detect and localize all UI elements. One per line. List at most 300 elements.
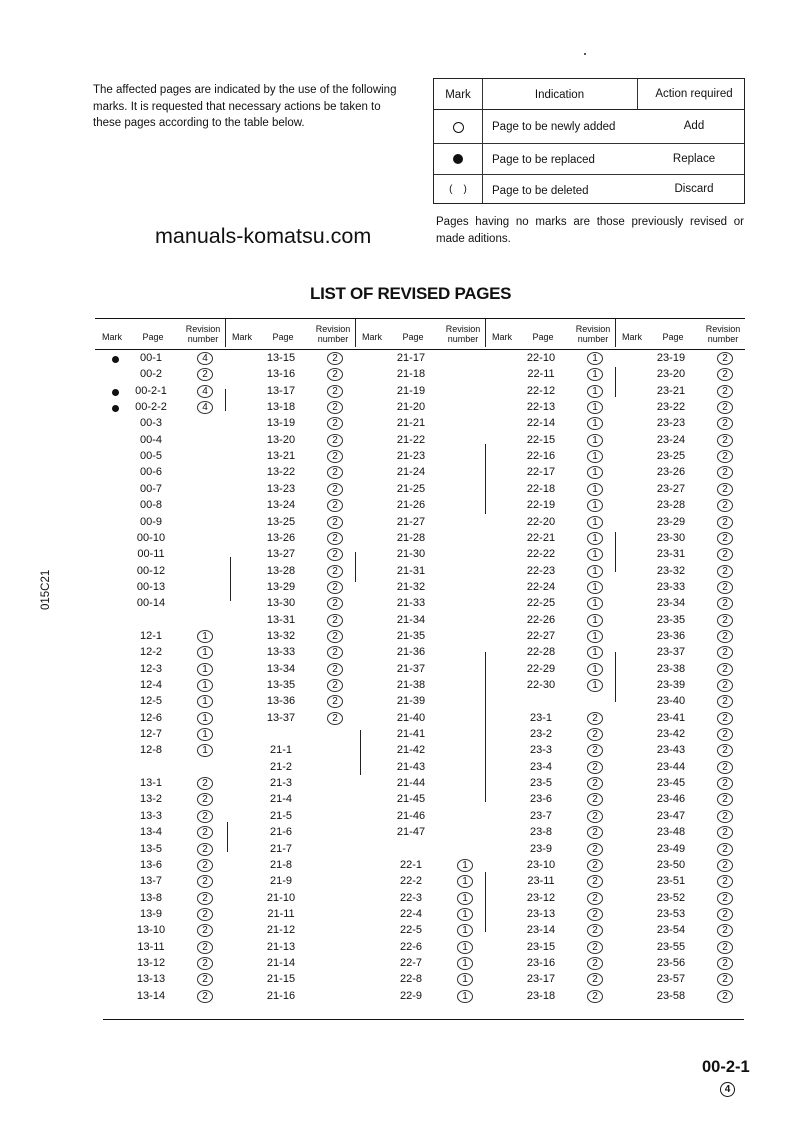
revision-badge: 2 (717, 401, 733, 414)
page-entry: 22-3 (399, 892, 423, 904)
page-entry: 13-27 (266, 548, 296, 560)
page-entry: 21-41 (396, 728, 426, 740)
header-mark: Mark (232, 332, 252, 342)
change-bar (355, 552, 356, 582)
legend-row-add (434, 111, 744, 142)
revision-badge: 2 (717, 908, 733, 921)
revision-badge: 2 (717, 646, 733, 659)
revision-badge: 2 (197, 859, 213, 872)
watermark: manuals-komatsu.com (155, 224, 372, 248)
page-entry: 21-36 (396, 646, 426, 658)
page-entry: 00-5 (139, 450, 163, 462)
page-entry: 00-11 (137, 548, 165, 560)
page-entry: 22-24 (526, 581, 556, 593)
legend-header-indication: Indication (534, 89, 585, 101)
revision-badge: 2 (197, 875, 213, 888)
revision-badge: 2 (717, 663, 733, 676)
revision-badge: 2 (587, 843, 603, 856)
page-entry: 13-23 (266, 483, 296, 495)
page-entry: 22-4 (399, 908, 423, 920)
page-entry: 22-10 (526, 352, 556, 364)
revision-badge: 2 (587, 908, 603, 921)
header-separator (355, 319, 356, 347)
revision-badge: 2 (327, 434, 343, 447)
page-entry: 23-2 (529, 728, 553, 740)
replaced-mark-icon (112, 405, 119, 412)
revision-badge: 2 (717, 630, 733, 643)
revision-badge: 2 (327, 679, 343, 692)
legend-indication: Page to be replaced (492, 154, 595, 166)
page-entry: 22-18 (526, 483, 556, 495)
revision-badge: 2 (327, 532, 343, 545)
page-entry: 23-5 (529, 777, 553, 789)
revision-badge: 2 (717, 859, 733, 872)
page-entry: 21-16 (266, 990, 296, 1002)
revision-badge: 1 (197, 679, 213, 692)
page-entry: 21-34 (396, 614, 426, 626)
page-entry: 23-8 (529, 826, 553, 838)
page-entry: 21-37 (396, 663, 426, 675)
page-entry: 23-44 (656, 761, 686, 773)
page-entry: 00-9 (139, 516, 163, 528)
page-entry: 23-15 (526, 941, 556, 953)
page-entry: 23-32 (656, 565, 686, 577)
page-entry: 13-18 (266, 401, 296, 413)
page-entry: 23-51 (656, 875, 686, 887)
page-entry: 22-21 (526, 532, 556, 544)
revision-badge: 2 (327, 352, 343, 365)
legend-header (434, 79, 744, 110)
revision-badge: 1 (587, 646, 603, 659)
revision-badge: 1 (197, 728, 213, 741)
revision-badge: 2 (327, 516, 343, 529)
page-entry: 22-13 (526, 401, 556, 413)
page-entry: 21-15 (266, 973, 296, 985)
page-entry: 23-52 (656, 892, 686, 904)
page-entry: 21-4 (269, 793, 293, 805)
page-entry: 21-1 (269, 744, 293, 756)
page-revision-badge: 4 (720, 1082, 735, 1097)
page-entry: 23-41 (656, 712, 686, 724)
revision-badge: 1 (587, 483, 603, 496)
revision-badge: 2 (327, 630, 343, 643)
legend-table (433, 78, 745, 204)
header-page: Page (272, 332, 294, 342)
page-entry: 13-11 (137, 941, 165, 953)
revision-badge: 1 (587, 499, 603, 512)
revised-pages-table (95, 352, 745, 1017)
revision-badge: 1 (587, 450, 603, 463)
page-entry: 13-6 (139, 859, 163, 871)
page-entry: 23-48 (656, 826, 686, 838)
revision-badge: 2 (197, 973, 213, 986)
revision-badge: 2 (717, 695, 733, 708)
revision-badge: 2 (327, 597, 343, 610)
page-entry: 12-8 (139, 744, 163, 756)
page-entry: 23-56 (656, 957, 686, 969)
page-entry: 22-11 (527, 368, 555, 380)
revision-badge: 2 (717, 744, 733, 757)
revision-badge: 2 (587, 761, 603, 774)
revision-badge: 2 (327, 466, 343, 479)
revision-badge: 1 (587, 352, 603, 365)
revision-badge: 1 (587, 548, 603, 561)
page-entry: 23-28 (656, 499, 686, 511)
page-entry: 21-30 (396, 548, 426, 560)
revision-badge: 2 (717, 614, 733, 627)
page-entry: 23-11 (527, 875, 555, 887)
page-entry: 21-17 (396, 352, 426, 364)
page-entry: 23-49 (656, 843, 686, 855)
revision-badge: 1 (587, 434, 603, 447)
revision-badge: 2 (717, 941, 733, 954)
legend-action: Add (683, 120, 705, 132)
page-entry: 23-58 (656, 990, 686, 1002)
revision-badge: 1 (587, 597, 603, 610)
revision-badge: 2 (327, 385, 343, 398)
page-entry: 00-1 (139, 352, 163, 364)
page-entry: 13-36 (266, 695, 296, 707)
page-entry: 23-53 (656, 908, 686, 920)
page-entry: 23-25 (656, 450, 686, 462)
revision-badge: 2 (717, 810, 733, 823)
page-entry: 23-42 (656, 728, 686, 740)
page-entry: 21-21 (396, 417, 426, 429)
revision-badge: 2 (327, 483, 343, 496)
header-page: Page (142, 332, 164, 342)
page-entry: 21-10 (266, 892, 296, 904)
page-entry: 13-10 (136, 924, 166, 936)
page-entry: 22-23 (526, 565, 556, 577)
page-entry: 23-46 (656, 793, 686, 805)
revision-badge: 2 (327, 695, 343, 708)
page-entry: 22-8 (399, 973, 423, 985)
page-entry: 13-15 (266, 352, 296, 364)
revision-badge: 2 (197, 908, 213, 921)
scan-speck (584, 53, 586, 55)
revision-badge: 1 (197, 695, 213, 708)
page-entry: 12-7 (139, 728, 163, 740)
change-bar (615, 367, 616, 397)
page-entry: 21-28 (396, 532, 426, 544)
change-bar (485, 652, 486, 802)
revision-badge: 2 (587, 892, 603, 905)
page-entry: 13-12 (136, 957, 166, 969)
revision-badge: 2 (587, 777, 603, 790)
revision-badge: 2 (717, 352, 733, 365)
header-mark: Mark (622, 332, 642, 342)
page-entry: 23-33 (656, 581, 686, 593)
change-bar (360, 730, 361, 775)
page-entry: 13-4 (139, 826, 163, 838)
revision-badge: 1 (587, 466, 603, 479)
revision-badge: 2 (327, 712, 343, 725)
page-entry: 21-35 (396, 630, 426, 642)
page-entry: 13-35 (266, 679, 296, 691)
page-entry: 23-37 (656, 646, 686, 658)
page-entry: 23-35 (656, 614, 686, 626)
header-separator (485, 319, 486, 347)
page-entry: 23-14 (526, 924, 556, 936)
revision-badge: 2 (587, 973, 603, 986)
revision-badge: 1 (587, 663, 603, 676)
revision-badge: 1 (587, 679, 603, 692)
revision-badge: 2 (197, 843, 213, 856)
page-entry: 21-33 (396, 597, 426, 609)
revision-badge: 2 (717, 466, 733, 479)
revision-badge: 1 (457, 924, 473, 937)
page-entry: 23-34 (656, 597, 686, 609)
revision-badge: 1 (197, 630, 213, 643)
page-entry: 21-8 (269, 859, 293, 871)
page-entry: 23-1 (529, 712, 553, 724)
page-entry: 13-21 (266, 450, 296, 462)
revision-badge: 2 (587, 744, 603, 757)
page-title: LIST OF REVISED PAGES (310, 284, 512, 303)
header-page: Page (532, 332, 554, 342)
revision-badge: 2 (717, 777, 733, 790)
revision-badge: 2 (197, 892, 213, 905)
revision-badge: 2 (717, 924, 733, 937)
page-entry: 22-19 (526, 499, 556, 511)
revision-badge: 2 (717, 450, 733, 463)
page-entry: 21-47 (396, 826, 426, 838)
revision-badge: 2 (327, 368, 343, 381)
page-entry: 13-13 (136, 973, 166, 985)
replaced-mark-icon (112, 389, 119, 396)
page-entry: 21-19 (396, 385, 426, 397)
change-bar (230, 557, 231, 601)
revision-badge: 1 (457, 957, 473, 970)
revision-badge: 2 (327, 417, 343, 430)
revision-badge: 1 (587, 614, 603, 627)
header-separator (615, 319, 616, 347)
revision-badge: 2 (587, 990, 603, 1003)
page-entry: 22-30 (526, 679, 556, 691)
revision-badge: 4 (197, 401, 213, 414)
page-entry: 22-27 (526, 630, 556, 642)
page-entry: 22-25 (526, 597, 556, 609)
page-entry: 13-33 (266, 646, 296, 658)
revision-badge: 2 (327, 646, 343, 659)
replaced-mark-icon (112, 356, 119, 363)
revision-badge: 2 (717, 597, 733, 610)
page-entry: 21-2 (269, 761, 293, 773)
open-circle-icon (453, 122, 464, 133)
change-bar (615, 532, 616, 572)
revision-badge: 2 (717, 990, 733, 1003)
page-entry: 13-19 (266, 417, 296, 429)
revision-badge: 1 (197, 744, 213, 757)
page-entry: 13-34 (266, 663, 296, 675)
page-entry: 23-19 (656, 352, 686, 364)
revision-badge: 2 (717, 826, 733, 839)
revision-badge: 1 (587, 532, 603, 545)
page-entry: 12-5 (139, 695, 163, 707)
change-bar (225, 389, 226, 411)
table-header (95, 318, 745, 350)
page-entry: 00-8 (139, 499, 163, 511)
revision-badge: 2 (197, 793, 213, 806)
revision-badge: 2 (197, 826, 213, 839)
revision-badge: 1 (457, 990, 473, 1003)
page-entry: 23-24 (656, 434, 686, 446)
revision-badge: 1 (197, 663, 213, 676)
page-entry: 23-27 (656, 483, 686, 495)
page-entry: 23-12 (526, 892, 556, 904)
page-entry: 21-3 (269, 777, 293, 789)
revision-badge: 2 (327, 614, 343, 627)
page-entry: 13-7 (139, 875, 163, 887)
page-entry: 13-2 (139, 793, 163, 805)
change-bar (227, 822, 228, 852)
page-entry: 21-46 (396, 810, 426, 822)
page-entry: 13-30 (266, 597, 296, 609)
revision-badge: 2 (717, 483, 733, 496)
revision-badge: 2 (717, 368, 733, 381)
page-entry: 22-5 (399, 924, 423, 936)
legend-header-mark: Mark (445, 89, 471, 101)
page-entry: 12-6 (139, 712, 163, 724)
page-entry: 21-9 (269, 875, 293, 887)
revision-badge: 2 (587, 941, 603, 954)
page-entry: 00-10 (136, 532, 166, 544)
change-bar (485, 872, 486, 932)
page-entry: 23-23 (656, 417, 686, 429)
revision-badge: 1 (197, 646, 213, 659)
revision-badge: 1 (457, 875, 473, 888)
legend-action: Replace (672, 153, 716, 165)
page-entry: 21-45 (396, 793, 426, 805)
page-entry: 21-38 (396, 679, 426, 691)
page-entry: 00-12 (136, 565, 166, 577)
page-entry: 22-22 (526, 548, 556, 560)
header-separator (225, 319, 226, 347)
revision-badge: 2 (717, 875, 733, 888)
legend-indication: Page to be newly added (492, 121, 616, 133)
page-entry: 00-6 (139, 466, 163, 478)
revision-badge: 2 (717, 843, 733, 856)
page-entry: 23-10 (526, 859, 556, 871)
revision-badge: 1 (587, 385, 603, 398)
revision-badge: 1 (457, 892, 473, 905)
revision-badge: 2 (717, 973, 733, 986)
page-entry: 21-24 (396, 466, 426, 478)
revision-badge: 1 (587, 417, 603, 430)
page-entry: 21-25 (396, 483, 426, 495)
page-entry: 13-20 (266, 434, 296, 446)
page-entry: 21-39 (396, 695, 426, 707)
side-code: 015C21 (40, 569, 52, 610)
revision-badge: 2 (587, 826, 603, 839)
legend-row-discard (434, 174, 744, 206)
revision-badge: 2 (717, 548, 733, 561)
page-entry: 23-4 (529, 761, 553, 773)
intro-text: The affected pages are indicated by the use of the following marks. It is requested that necessary actions be taken to these pages according to the table below. (93, 84, 397, 129)
revision-badge: 1 (197, 712, 213, 725)
revision-badge: 1 (457, 859, 473, 872)
revision-badge: 2 (717, 712, 733, 725)
page-entry: 21-32 (396, 581, 426, 593)
page-entry: 13-32 (266, 630, 296, 642)
page-entry: 23-43 (656, 744, 686, 756)
page-entry: 13-28 (266, 565, 296, 577)
page-entry: 21-40 (396, 712, 426, 724)
revision-badge: 1 (587, 516, 603, 529)
page-entry: 22-7 (399, 957, 423, 969)
page-entry: 22-15 (526, 434, 556, 446)
page-entry: 23-54 (656, 924, 686, 936)
revision-badge: 1 (587, 401, 603, 414)
change-bar (615, 652, 616, 702)
revision-badge: 1 (587, 581, 603, 594)
revision-badge: 2 (327, 548, 343, 561)
page-entry: 21-43 (396, 761, 426, 773)
legend-indication: Page to be deleted (492, 185, 589, 197)
page-entry: 23-40 (656, 695, 686, 707)
revision-badge: 2 (717, 385, 733, 398)
page-entry: 22-2 (399, 875, 423, 887)
page-entry: 00-7 (139, 483, 163, 495)
page-entry: 23-17 (526, 973, 556, 985)
revision-badge: 2 (717, 499, 733, 512)
page-entry: 13-37 (266, 712, 296, 724)
change-bar (485, 444, 486, 514)
page-entry: 23-30 (656, 532, 686, 544)
page-entry: 13-5 (139, 843, 163, 855)
page-entry: 22-16 (526, 450, 556, 462)
page-entry: 21-12 (266, 924, 296, 936)
page-entry: 21-7 (269, 843, 293, 855)
page-entry: 23-31 (656, 548, 686, 560)
page-entry: 00-3 (139, 417, 163, 429)
page-entry: 23-55 (656, 941, 686, 953)
header-revision: Revision number (445, 324, 481, 344)
page-entry: 23-13 (526, 908, 556, 920)
page-entry: 13-17 (266, 385, 296, 397)
page-entry: 23-3 (529, 744, 553, 756)
page-entry: 23-47 (656, 810, 686, 822)
legend-row-replace (434, 143, 744, 175)
revision-badge: 2 (197, 368, 213, 381)
revision-badge: 1 (457, 908, 473, 921)
revision-badge: 2 (587, 957, 603, 970)
page-entry: 23-21 (656, 385, 686, 397)
page-entry: 23-39 (656, 679, 686, 691)
header-mark: Mark (492, 332, 512, 342)
revision-badge: 2 (587, 859, 603, 872)
revision-badge: 2 (717, 532, 733, 545)
page-entry: 00-13 (136, 581, 166, 593)
page-entry: 22-26 (526, 614, 556, 626)
page-entry: 13-26 (266, 532, 296, 544)
header-revision: Revision number (315, 324, 351, 344)
revision-badge: 2 (327, 450, 343, 463)
page-entry: 23-20 (656, 368, 686, 380)
page-entry: 21-22 (396, 434, 426, 446)
page-entry: 23-29 (656, 516, 686, 528)
page-entry: 13-3 (139, 810, 163, 822)
page-entry: 12-1 (139, 630, 163, 642)
page-entry: 13-14 (136, 990, 166, 1002)
page-entry: 23-6 (529, 793, 553, 805)
revision-badge: 1 (587, 368, 603, 381)
page-entry: 21-42 (396, 744, 426, 756)
page-entry: 00-14 (136, 597, 166, 609)
revision-badge: 4 (197, 352, 213, 365)
page-entry: 21-18 (396, 368, 426, 380)
page-entry: 22-12 (526, 385, 556, 397)
